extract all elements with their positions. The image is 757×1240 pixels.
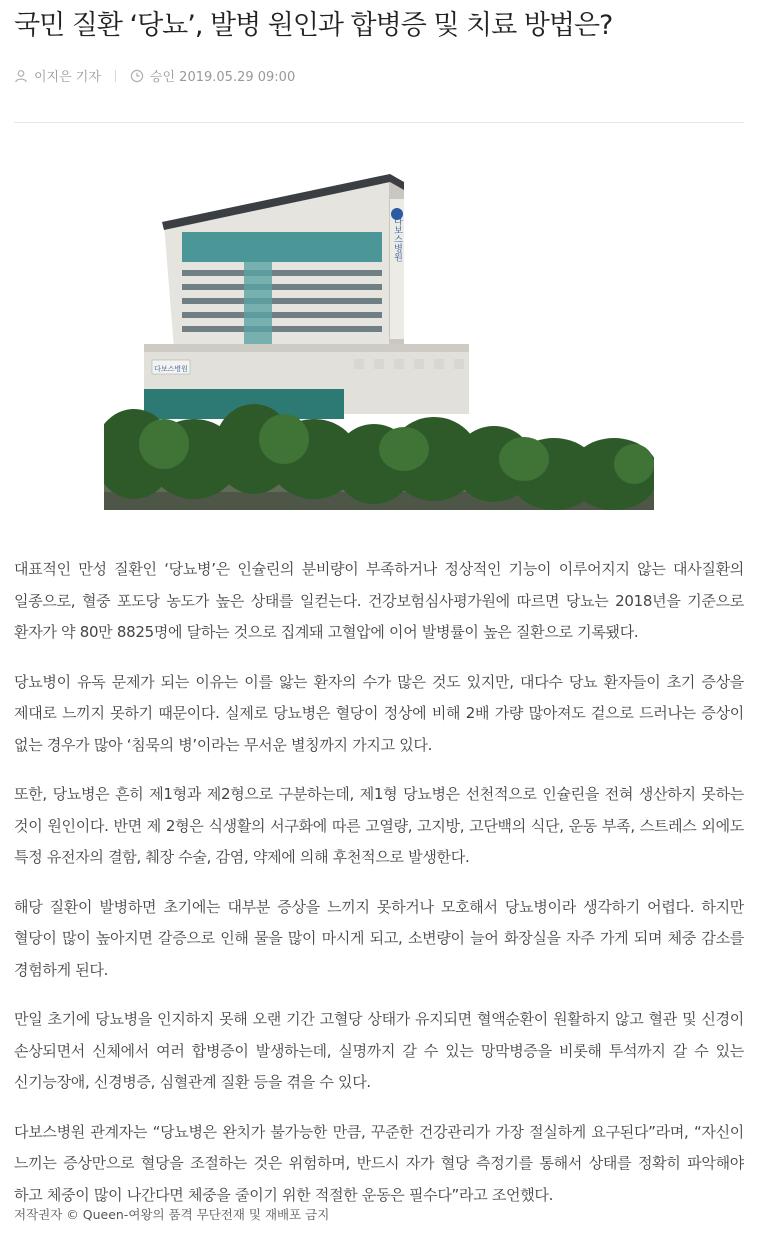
article-paragraph: 다보스병원 관계자는 “당뇨병은 완치가 불가능한 만큼, 꾸준한 건강관리가 가장 절실하게 요구된다”라며, “자신이 느끼는 증상만으로 혈당을 조절하는 것은 위험하며, 반드시 자가 혈당 측정기를 통해서 상태를 정확히 파악해야 하고 체중이 많이 나간다면 체중을 줄이기 위한 적절한 운동은 필수다”라고 조언했다.	[14, 1122, 744, 1204]
copyright-notice: 저작권자 © Queen-여왕의 품격 무단전재 및 재배포 금지	[14, 1207, 330, 1222]
article-paragraph: 해당 질환이 발병하면 초기에는 대부분 증상을 느끼지 못하거나 모호해서 당뇨병이라 생각하기 어렵다. 하지만 혈당이 많이 높아지면 갈증으로 인해 물을 많이 마시게 되고, 소변량이 늘어 화장실을 자주 가게 되며 체중 감소를 경험하게 된다.	[14, 897, 744, 979]
user-icon	[14, 69, 28, 83]
approval-date: 승인 2019.05.29 09:00	[149, 70, 296, 85]
article-paragraph: 또한, 당뇨병은 흔히 제1형과 제2형으로 구분하는데, 제1형 당뇨병은 선천적으로 인슐린을 전혀 생산하지 못하는 것이 원인이다. 반면 제 2형은 식생활의 서구화에 따른 고열량, 고지방, 고단백의 식단, 운동 부족, 스트레스 외에도 특정 유전자의 결함, 췌장 수술, 감염, 약제에 의해 후천적으로 발생한다.	[14, 785, 744, 866]
article-paragraph: 대표적인 만성 질환인 ‘당뇨병’은 인슐린의 분비량이 부족하거나 정상적인 기능이 이루어지지 않는 대사질환의 일종으로, 혈중 포도당 농도가 높은 상태를 일컫는다. 건강보험심사평가원에 따르면 당뇨는 2018년을 기준으로 환자가 약 80만 8825명에 달하는 것으로 집계돼 고혈압에 이어 발병률이 높은 질환으로 기록됐다.	[14, 560, 744, 641]
hospital-building-photo	[104, 174, 654, 510]
article-title: 국민 질환 ‘당뇨’, 발병 원인과 합병증 및 치료 방법은?	[14, 10, 613, 41]
article-body	[14, 554, 744, 1229]
author-name[interactable]: 이지은 기자	[34, 70, 101, 85]
article-paragraph: 만일 초기에 당뇨병을 인지하지 못해 오랜 기간 고혈당 상태가 유지되면 혈액순환이 원활하지 않고 혈관 및 신경이 손상되면서 신체에서 여러 합병증이 발생하는데, 실명까지 갈 수 있는 망막병증을 비롯해 투석까지 갈 수 있는 신기능장애, 신경병증, 심혈관계 질환 등을 겪을 수 있다.	[14, 1010, 744, 1091]
article-paragraph: 당뇨병이 유독 문제가 되는 이유는 이를 앓는 환자의 수가 많은 것도 있지만, 대다수 당뇨 환자들이 초기 증상을 제대로 느끼지 못하기 때문이다. 실제로 당뇨병은 혈당이 정상에 비해 2배 가량 많아져도 겉으로 드러나는 증상이 없는 경우가 많아 ‘침묵의 병’이라는 무서운 별칭까지 가지고 있다.	[14, 672, 744, 754]
article-meta	[14, 66, 295, 85]
sign-vertical-text: 다보스병원	[392, 216, 402, 262]
clock-icon	[130, 69, 144, 83]
header-divider	[14, 122, 744, 123]
sign-lower-text: 다보스병원	[154, 365, 188, 373]
meta-divider	[115, 70, 116, 82]
